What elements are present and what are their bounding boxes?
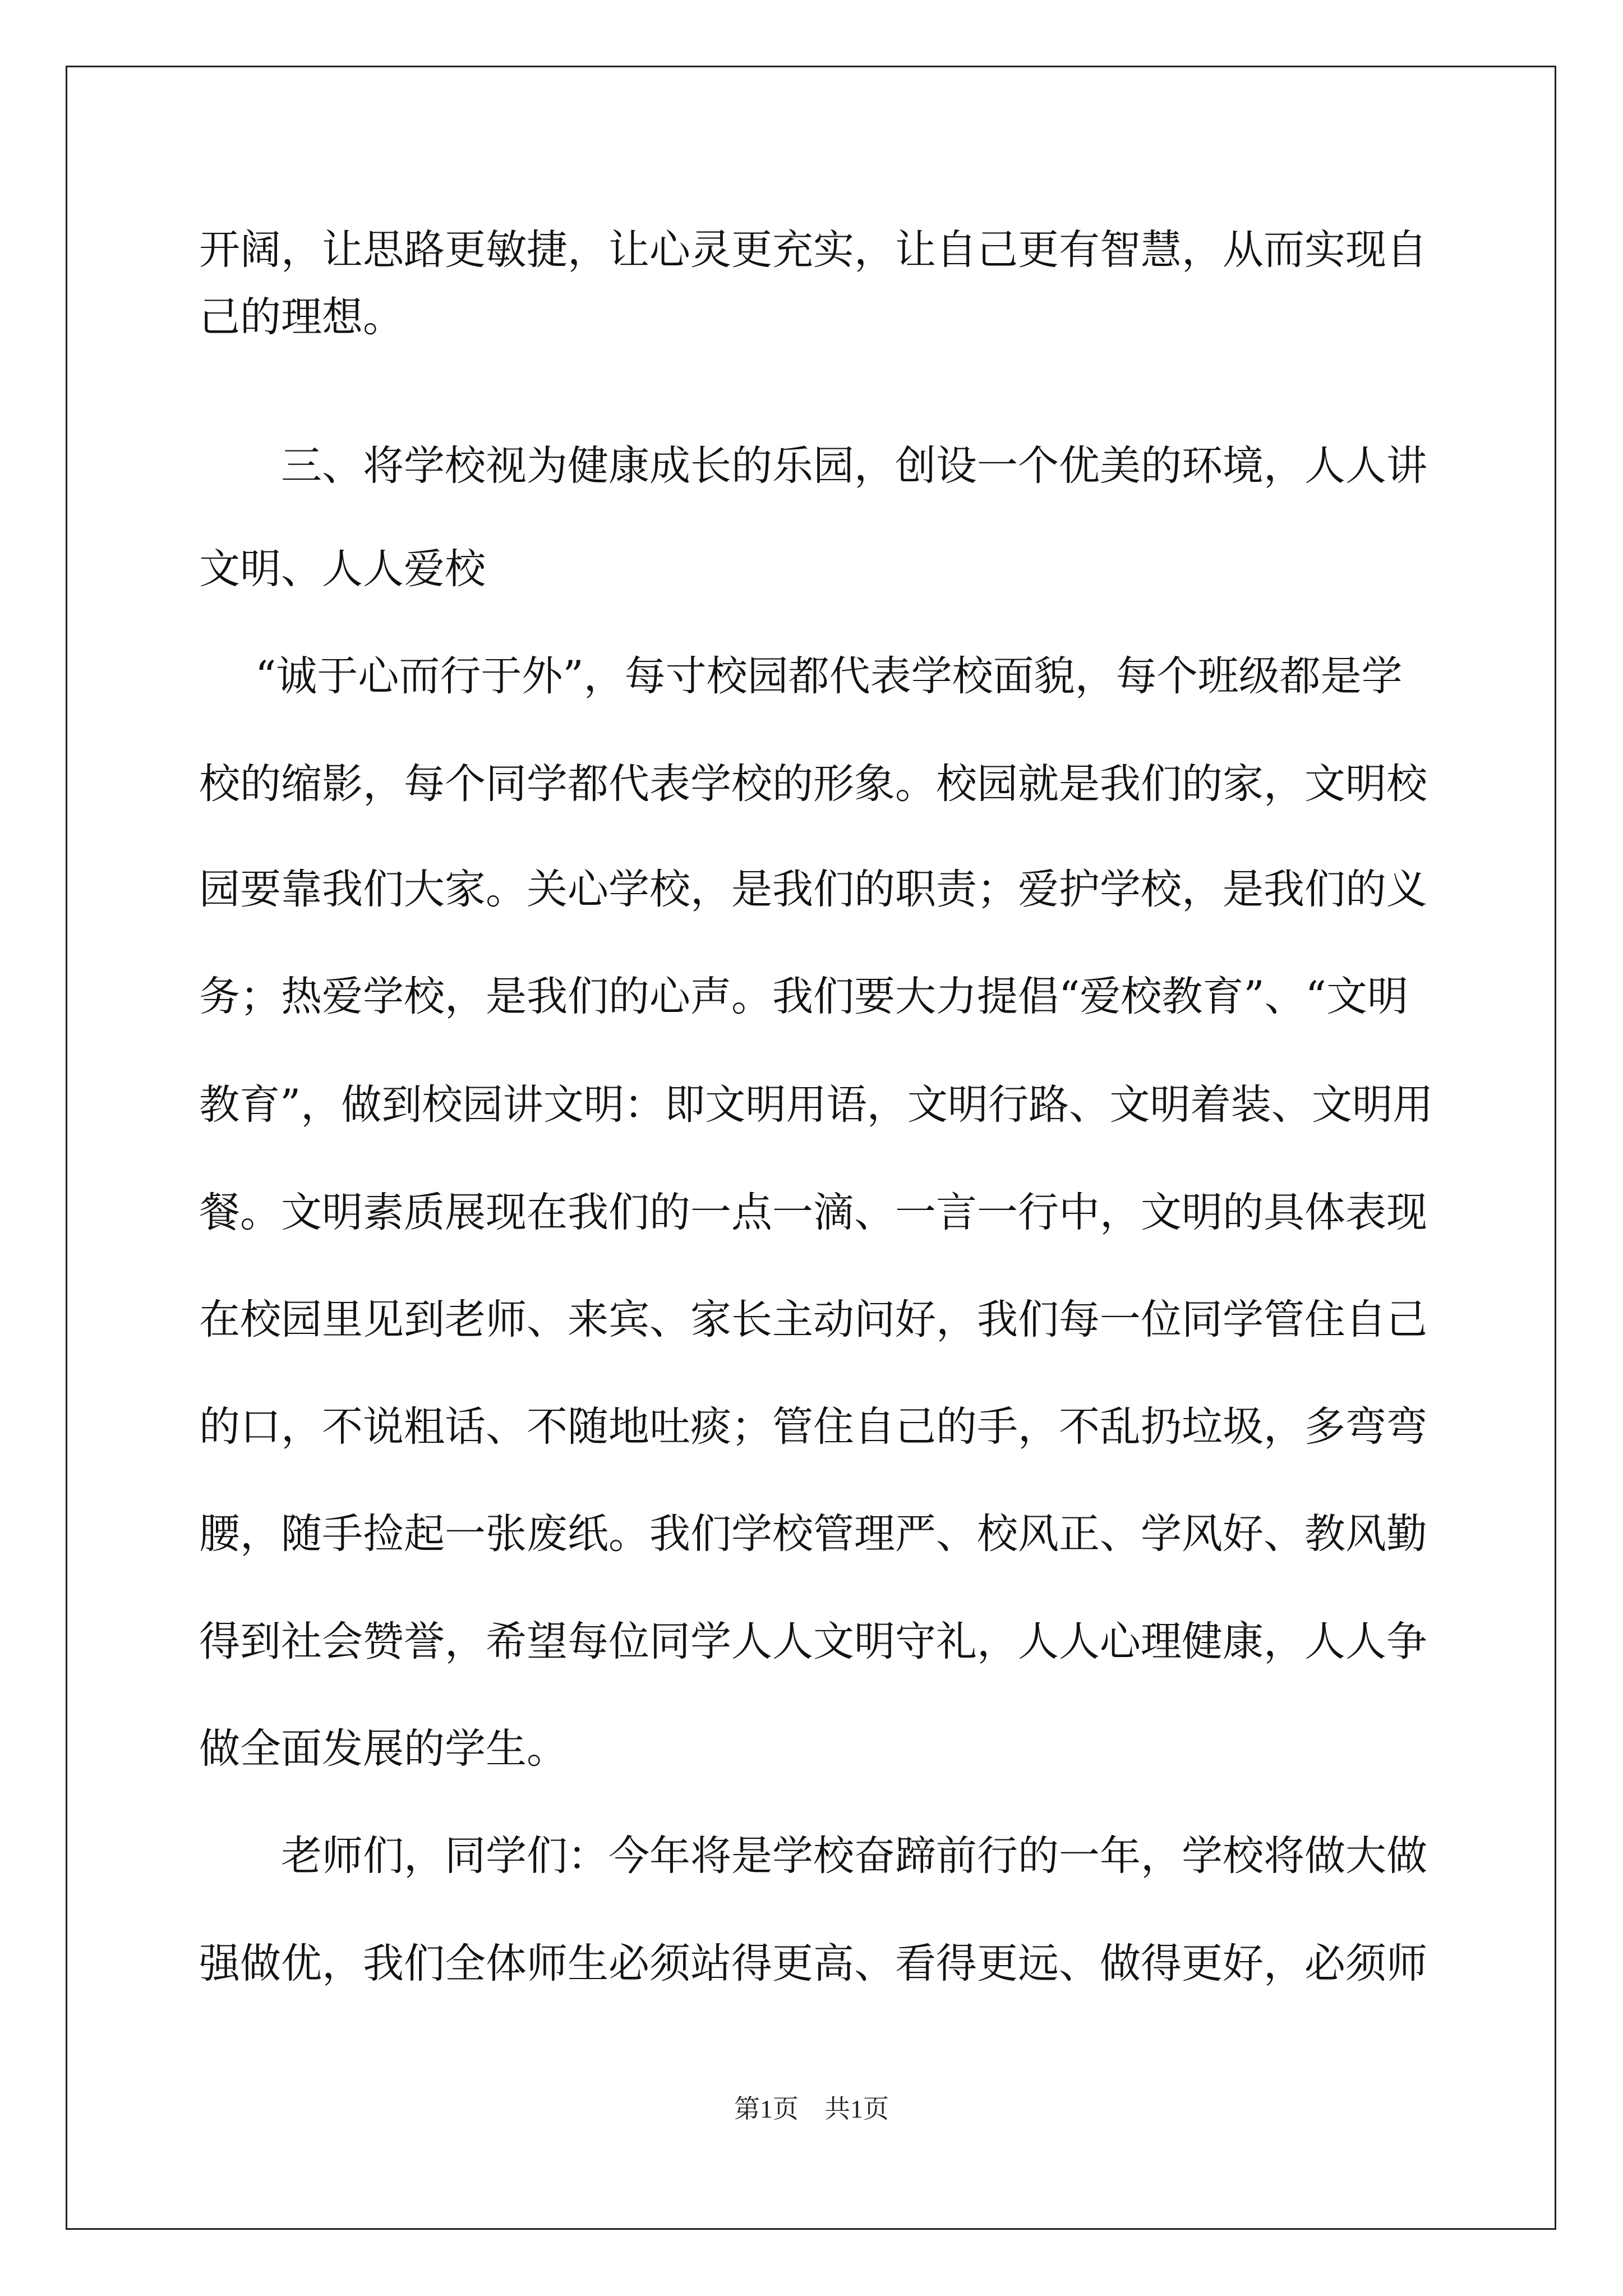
text-line: 老师们，同学们：今年将是学校奋蹄前行的一年，学校将做大做 xyxy=(281,1832,1427,1880)
text-line: 己的理想。 xyxy=(199,293,404,341)
text-line: 强做优，我们全体师生必须站得更高、看得更远、做得更好，必须师 xyxy=(199,1940,1427,1987)
text-line: 的口，不说粗话、不随地吐痰；管住自己的手，不乱扔垃圾，多弯弯 xyxy=(199,1403,1427,1451)
text-line: 开阔，让思路更敏捷，让心灵更充实，让自己更有智慧，从而实现自 xyxy=(199,226,1427,274)
text-line: 餐。文明素质展现在我们的一点一滴、一言一行中，文明的具体表现 xyxy=(199,1189,1427,1236)
text-line: 腰，随手捡起一张废纸。我们学校管理严、校风正、学风好、教风勤 xyxy=(199,1510,1427,1558)
text-line: 园要靠我们大家。关心学校，是我们的职责；爱护学校，是我们的义 xyxy=(199,866,1427,913)
text-line: 得到社会赞誉，希望每位同学人人文明守礼，人人心理健康，人人争 xyxy=(199,1618,1427,1665)
text-line: 务；热爱学校，是我们的心声。我们要大力提倡“爱校教育”、“文明 xyxy=(199,973,1408,1020)
text-line: 做全面发展的学生。 xyxy=(199,1725,568,1773)
page-border xyxy=(66,66,1556,2230)
text-line: 三、将学校视为健康成长的乐园，创设一个优美的环境，人人讲 xyxy=(281,442,1427,490)
text-line: 文明、人人爱校 xyxy=(199,545,486,593)
text-line: 在校园里见到老师、来宾、家长主动问好，我们每一位同学管住自己 xyxy=(199,1296,1427,1343)
page-footer: 第1页 共1页 xyxy=(734,2095,889,2123)
text-line: 校的缩影，每个同学都代表学校的形象。校园就是我们的家，文明校 xyxy=(199,760,1427,808)
text-line: “诚于心而行于外”，每寸校园都代表学校面貌，每个班级都是学 xyxy=(255,652,1403,700)
text-line: 教育”，做到校园讲文明：即文明用语，文明行路、文明着装、文明用 xyxy=(199,1081,1433,1129)
